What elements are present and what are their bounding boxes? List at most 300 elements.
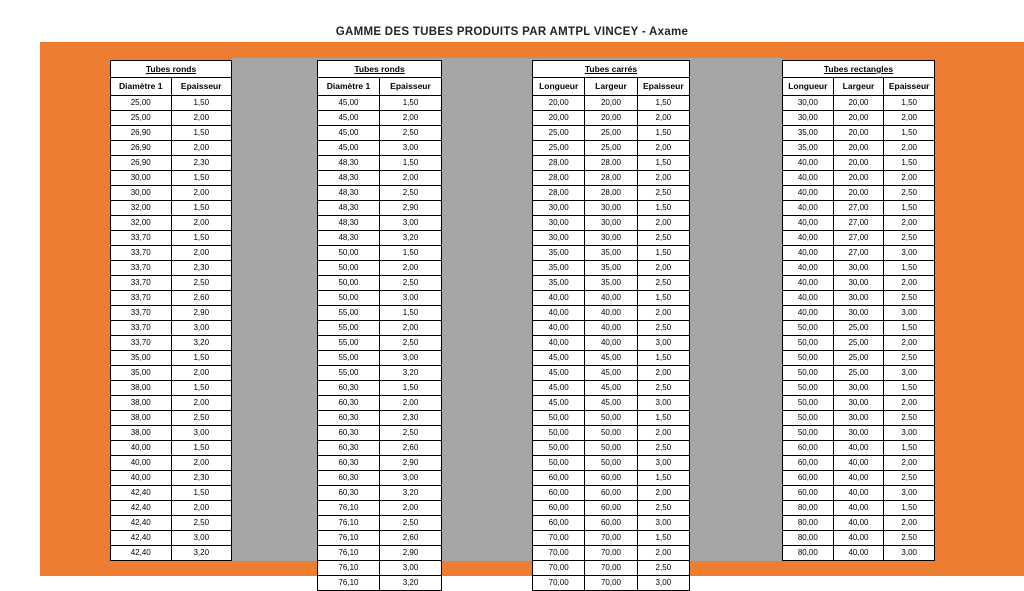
table-cell: 26,90 bbox=[111, 141, 172, 155]
table-cell: 1,50 bbox=[193, 443, 210, 452]
table-row bbox=[783, 381, 934, 396]
table-cell: 2,60 bbox=[402, 533, 419, 542]
table-row bbox=[111, 396, 231, 411]
table-cell: 1,50 bbox=[901, 443, 917, 452]
table-row bbox=[533, 336, 689, 351]
table-row bbox=[783, 186, 934, 201]
table-cell: 2,50 bbox=[901, 188, 917, 197]
table-cell: 40,00 bbox=[783, 291, 834, 305]
page-title: GAMME DES TUBES PRODUITS PAR AMTPL VINCEY - Axame bbox=[335, 26, 689, 38]
table-cell: 60,00 bbox=[533, 486, 585, 500]
table-cell: 3,00 bbox=[901, 308, 917, 317]
table-row bbox=[533, 396, 689, 411]
table-cell: 38,00 bbox=[111, 426, 172, 440]
table-row bbox=[533, 156, 689, 171]
table-header-row bbox=[533, 78, 689, 96]
table-cell: 1,50 bbox=[193, 353, 210, 362]
table-row bbox=[533, 366, 689, 381]
table-cell: 45,00 bbox=[585, 351, 637, 365]
table-cell: 1,50 bbox=[655, 473, 672, 482]
table-row bbox=[318, 351, 441, 366]
table-cell: 42,40 bbox=[111, 546, 172, 560]
table-cell: 38,00 bbox=[111, 396, 172, 410]
table-cell: 45,00 bbox=[318, 141, 380, 155]
table-cell: 60,00 bbox=[533, 471, 585, 485]
table-cell: 50,00 bbox=[318, 291, 380, 305]
table-cell: 2,90 bbox=[402, 458, 419, 467]
table-row bbox=[533, 576, 689, 590]
table-title: Tubes ronds bbox=[111, 61, 231, 78]
table-row bbox=[318, 336, 441, 351]
table-cell: 30,00 bbox=[585, 231, 637, 245]
table-row bbox=[111, 471, 231, 486]
table-cell: 2,50 bbox=[193, 413, 210, 422]
table-cell: 20,00 bbox=[834, 156, 885, 170]
table-cell: 2,50 bbox=[655, 443, 672, 452]
table-cell: 2,30 bbox=[193, 263, 210, 272]
table-cell: 70,00 bbox=[585, 531, 637, 545]
table-cell: 80,00 bbox=[783, 546, 834, 560]
table-cell: 2,00 bbox=[655, 308, 672, 317]
table-cell: 3,00 bbox=[402, 143, 419, 152]
table-cell: 2,50 bbox=[402, 188, 419, 197]
table-cell: 60,30 bbox=[318, 381, 380, 395]
table-cell: 26,90 bbox=[111, 126, 172, 140]
table-row bbox=[783, 441, 934, 456]
table-cell: 2,50 bbox=[402, 338, 419, 347]
table-row bbox=[783, 531, 934, 546]
table-cell: 2,00 bbox=[901, 143, 917, 152]
table-row bbox=[533, 531, 689, 546]
table-cell: 20,00 bbox=[834, 111, 885, 125]
table-cell: 35,00 bbox=[533, 246, 585, 260]
table-cell: 20,00 bbox=[834, 126, 885, 140]
table-cell: 45,00 bbox=[318, 96, 380, 110]
table-cell: 1,50 bbox=[193, 128, 210, 137]
table-cell: 35,00 bbox=[111, 366, 172, 380]
table-row bbox=[318, 216, 441, 231]
table-cell: 55,00 bbox=[318, 321, 380, 335]
table-cell: 42,40 bbox=[111, 531, 172, 545]
table-cell: 26,90 bbox=[111, 156, 172, 170]
table-cell: 2,00 bbox=[901, 338, 917, 347]
table-cell: 28,00 bbox=[585, 171, 637, 185]
table-cell: 45,00 bbox=[318, 111, 380, 125]
table-cell: 40,00 bbox=[783, 156, 834, 170]
table-row bbox=[111, 306, 231, 321]
table-cell: 3,20 bbox=[402, 368, 419, 377]
table-cell: 2,00 bbox=[193, 248, 210, 257]
table-cell: 45,00 bbox=[533, 396, 585, 410]
table-cell: 60,00 bbox=[533, 501, 585, 515]
table-row bbox=[783, 411, 934, 426]
table-cell: 2,90 bbox=[402, 203, 419, 212]
table-row bbox=[533, 486, 689, 501]
table-cell: 40,00 bbox=[834, 516, 885, 530]
table-cell: 50,00 bbox=[585, 411, 637, 425]
table-cell: 40,00 bbox=[834, 546, 885, 560]
table-cell: 2,00 bbox=[655, 113, 672, 122]
table-header-row bbox=[111, 78, 231, 96]
table-row bbox=[111, 291, 231, 306]
table-cell: 50,00 bbox=[585, 441, 637, 455]
table-cell: 3,00 bbox=[655, 578, 672, 587]
table-row bbox=[783, 231, 934, 246]
table-cell: 30,00 bbox=[111, 171, 172, 185]
table-row bbox=[111, 246, 231, 261]
table-cell: 2,50 bbox=[402, 518, 419, 527]
table-cell: 40,00 bbox=[533, 291, 585, 305]
table-cell: 45,00 bbox=[585, 396, 637, 410]
table-row bbox=[318, 111, 441, 126]
table-cell: 3,00 bbox=[655, 338, 672, 347]
table-cell: 1,50 bbox=[655, 248, 672, 257]
table-cell: 2,50 bbox=[901, 233, 917, 242]
table-cell: 3,00 bbox=[402, 563, 419, 572]
table-title: Tubes ronds bbox=[318, 61, 441, 78]
table-row bbox=[111, 456, 231, 471]
table-cell: 2,00 bbox=[193, 143, 210, 152]
table-row bbox=[533, 171, 689, 186]
table-cell: 2,00 bbox=[901, 398, 917, 407]
table-cell: 55,00 bbox=[318, 351, 380, 365]
table-row bbox=[533, 126, 689, 141]
table-cell: 60,00 bbox=[533, 516, 585, 530]
table-cell: 30,00 bbox=[834, 381, 885, 395]
table-cell: 1,50 bbox=[901, 323, 917, 332]
table-cell: 40,00 bbox=[533, 321, 585, 335]
table-cell: 1,50 bbox=[655, 533, 672, 542]
table-cell: 40,00 bbox=[111, 441, 172, 455]
table-cell: 3,00 bbox=[901, 368, 917, 377]
table-cell: 48,30 bbox=[318, 201, 380, 215]
table-row bbox=[111, 126, 231, 141]
table-cell: 1,50 bbox=[193, 203, 210, 212]
table-row bbox=[111, 486, 231, 501]
table-row bbox=[318, 576, 441, 590]
table-cell: 42,40 bbox=[111, 501, 172, 515]
table-cell: 3,00 bbox=[402, 473, 419, 482]
table-cell: 2,00 bbox=[193, 398, 210, 407]
table-cell: 1,50 bbox=[901, 158, 917, 167]
table-cell: 25,00 bbox=[111, 111, 172, 125]
table-row bbox=[111, 141, 231, 156]
table-cell: 40,00 bbox=[834, 486, 885, 500]
table-row bbox=[318, 531, 441, 546]
table-cell: 20,00 bbox=[834, 96, 885, 110]
table-cell: 1,50 bbox=[193, 488, 210, 497]
table-body bbox=[111, 96, 231, 560]
table-cell: 25,00 bbox=[834, 366, 885, 380]
table-cell: 70,00 bbox=[585, 576, 637, 590]
table-cell: 1,50 bbox=[193, 233, 210, 242]
table-cell: 40,00 bbox=[783, 171, 834, 185]
table-cell: 2,50 bbox=[402, 428, 419, 437]
table-cell: 1,50 bbox=[901, 383, 917, 392]
table-cell: 2,30 bbox=[193, 158, 210, 167]
table-cell: 2,30 bbox=[402, 413, 419, 422]
table-cell: 2,50 bbox=[655, 278, 672, 287]
table-row bbox=[783, 96, 934, 111]
table-cell: 25,00 bbox=[533, 141, 585, 155]
table-cell: 3,00 bbox=[193, 323, 210, 332]
table-cell: 2,00 bbox=[193, 188, 210, 197]
table-cell: 45,00 bbox=[533, 381, 585, 395]
table-cell: 2,00 bbox=[901, 458, 917, 467]
table-row bbox=[783, 246, 934, 261]
table-cell: 40,00 bbox=[834, 471, 885, 485]
table-cell: 27,00 bbox=[834, 201, 885, 215]
table-cell: 48,30 bbox=[318, 216, 380, 230]
table-cell: 28,00 bbox=[533, 186, 585, 200]
table-row bbox=[318, 246, 441, 261]
table-cell: 50,00 bbox=[783, 411, 834, 425]
table-row bbox=[533, 516, 689, 531]
table-cell: 2,00 bbox=[193, 503, 210, 512]
table-row bbox=[783, 306, 934, 321]
table-cell: 1,50 bbox=[655, 158, 672, 167]
table-cell: 2,00 bbox=[655, 548, 672, 557]
table-cell: 60,30 bbox=[318, 396, 380, 410]
table-row bbox=[111, 171, 231, 186]
table-cell: 40,00 bbox=[834, 456, 885, 470]
table-cell: 25,00 bbox=[533, 126, 585, 140]
tubes-rectangles-table bbox=[782, 60, 935, 561]
table-cell: 40,00 bbox=[834, 531, 885, 545]
table-cell: 33,70 bbox=[111, 246, 172, 260]
table-cell: 48,30 bbox=[318, 231, 380, 245]
table-cell: 3,20 bbox=[402, 233, 419, 242]
table-row bbox=[783, 261, 934, 276]
tubes-ronds-table-2 bbox=[317, 60, 442, 591]
table-row bbox=[111, 441, 231, 456]
table-cell: 2,00 bbox=[193, 368, 210, 377]
table-row bbox=[533, 276, 689, 291]
table-cell: 70,00 bbox=[533, 561, 585, 575]
table-cell: 28,00 bbox=[533, 156, 585, 170]
table-cell: 30,00 bbox=[783, 96, 834, 110]
table-cell: 30,00 bbox=[783, 111, 834, 125]
table-row bbox=[111, 531, 231, 546]
table-row bbox=[318, 261, 441, 276]
table-cell: 70,00 bbox=[533, 531, 585, 545]
table-cell: 1,50 bbox=[901, 503, 917, 512]
table-cell: 1,50 bbox=[402, 383, 419, 392]
table-row bbox=[533, 201, 689, 216]
table-cell: 70,00 bbox=[533, 576, 585, 590]
table-row bbox=[533, 96, 689, 111]
table-row bbox=[111, 516, 231, 531]
table-cell: 28,00 bbox=[585, 186, 637, 200]
table-row bbox=[783, 396, 934, 411]
table-cell: 45,00 bbox=[585, 381, 637, 395]
table-cell: 76,10 bbox=[318, 546, 380, 560]
table-cell: 20,00 bbox=[533, 96, 585, 110]
table-cell: 2,50 bbox=[901, 533, 917, 542]
table-row bbox=[783, 426, 934, 441]
table-cell: 3,00 bbox=[402, 353, 419, 362]
table-row bbox=[533, 381, 689, 396]
table-cell: 1,50 bbox=[193, 98, 210, 107]
table-cell: 76,10 bbox=[318, 561, 380, 575]
table-cell: 60,00 bbox=[783, 441, 834, 455]
table-cell: 50,00 bbox=[783, 396, 834, 410]
table-cell: 76,10 bbox=[318, 501, 380, 515]
table-cell: 20,00 bbox=[585, 96, 637, 110]
table-cell: 2,00 bbox=[655, 143, 672, 152]
table-cell: 1,50 bbox=[655, 293, 672, 302]
table-cell: 2,00 bbox=[901, 218, 917, 227]
table-row bbox=[533, 231, 689, 246]
table-row bbox=[533, 216, 689, 231]
table-cell: 35,00 bbox=[783, 126, 834, 140]
table-row bbox=[783, 276, 934, 291]
table-cell: 60,30 bbox=[318, 441, 380, 455]
table-row bbox=[318, 366, 441, 381]
table-row bbox=[318, 171, 441, 186]
table-cell: 80,00 bbox=[783, 501, 834, 515]
table-cell: 1,50 bbox=[901, 263, 917, 272]
table-cell: 20,00 bbox=[834, 141, 885, 155]
table-row bbox=[111, 156, 231, 171]
table-cell: 27,00 bbox=[834, 246, 885, 260]
table-cell: 35,00 bbox=[585, 246, 637, 260]
table-cell: 2,50 bbox=[901, 473, 917, 482]
table-cell: 50,00 bbox=[318, 261, 380, 275]
table-cell: 2,00 bbox=[901, 278, 917, 287]
table-cell: 33,70 bbox=[111, 306, 172, 320]
table-cell: 76,10 bbox=[318, 576, 380, 590]
table-cell: 50,00 bbox=[783, 381, 834, 395]
table-cell: 3,00 bbox=[402, 218, 419, 227]
table-row bbox=[783, 546, 934, 560]
table-cell: 50,00 bbox=[533, 441, 585, 455]
table-cell: 3,00 bbox=[901, 428, 917, 437]
table-cell: 1,50 bbox=[655, 98, 672, 107]
table-cell: 35,00 bbox=[585, 276, 637, 290]
table-cell: 1,50 bbox=[655, 353, 672, 362]
table-cell: 28,00 bbox=[533, 171, 585, 185]
table-row bbox=[318, 426, 441, 441]
table-body bbox=[533, 96, 689, 590]
table-cell: 2,50 bbox=[193, 278, 210, 287]
table-cell: 48,30 bbox=[318, 186, 380, 200]
table-header-row bbox=[783, 78, 934, 96]
table-row bbox=[533, 306, 689, 321]
table-cell: 2,50 bbox=[402, 278, 419, 287]
table-cell: 1,50 bbox=[655, 413, 672, 422]
table-cell: 2,50 bbox=[655, 188, 672, 197]
table-cell: 50,00 bbox=[533, 411, 585, 425]
table-row bbox=[533, 186, 689, 201]
table-row bbox=[318, 516, 441, 531]
table-cell: 2,30 bbox=[193, 473, 210, 482]
table-row bbox=[533, 291, 689, 306]
table-cell: 1,50 bbox=[402, 308, 419, 317]
table-cell: 40,00 bbox=[585, 321, 637, 335]
table-row bbox=[318, 231, 441, 246]
table-cell: 40,00 bbox=[783, 201, 834, 215]
table-cell: 70,00 bbox=[585, 561, 637, 575]
table-cell: 2,00 bbox=[402, 503, 419, 512]
table-cell: 33,70 bbox=[111, 231, 172, 245]
table-row bbox=[318, 486, 441, 501]
table-cell: 60,00 bbox=[783, 471, 834, 485]
table-cell: 1,50 bbox=[655, 128, 672, 137]
table-row bbox=[533, 141, 689, 156]
table-cell: 50,00 bbox=[318, 246, 380, 260]
table-row bbox=[533, 426, 689, 441]
table-row bbox=[111, 546, 231, 560]
table-cell: 20,00 bbox=[533, 111, 585, 125]
table-cell: 76,10 bbox=[318, 516, 380, 530]
table-cell: 50,00 bbox=[783, 366, 834, 380]
table-row bbox=[533, 441, 689, 456]
table-cell: 45,00 bbox=[585, 366, 637, 380]
table-row bbox=[783, 471, 934, 486]
table-cell: 3,00 bbox=[655, 518, 672, 527]
table-cell: 40,00 bbox=[783, 261, 834, 275]
table-cell: 40,00 bbox=[783, 306, 834, 320]
table-cell: 45,00 bbox=[533, 366, 585, 380]
table-row bbox=[533, 261, 689, 276]
table-cell: 1,50 bbox=[402, 248, 419, 257]
table-cell: 33,70 bbox=[111, 261, 172, 275]
table-cell: 2,00 bbox=[193, 218, 210, 227]
table-cell: 45,00 bbox=[318, 126, 380, 140]
table-cell: 60,30 bbox=[318, 471, 380, 485]
table-row bbox=[318, 321, 441, 336]
table-cell: 2,00 bbox=[402, 323, 419, 332]
table-row bbox=[783, 156, 934, 171]
table-cell: 2,00 bbox=[655, 218, 672, 227]
table-row bbox=[783, 366, 934, 381]
table-row bbox=[783, 141, 934, 156]
table-cell: 2,50 bbox=[901, 293, 917, 302]
table-row bbox=[533, 471, 689, 486]
table-cell: 3,20 bbox=[193, 548, 210, 557]
table-cell: 2,50 bbox=[655, 503, 672, 512]
table-cell: 50,00 bbox=[783, 321, 834, 335]
table-cell: 30,00 bbox=[585, 216, 637, 230]
table-cell: 45,00 bbox=[533, 351, 585, 365]
table-cell: 3,20 bbox=[402, 488, 419, 497]
table-row bbox=[533, 456, 689, 471]
table-row bbox=[533, 561, 689, 576]
table-row bbox=[783, 126, 934, 141]
table-cell: 30,00 bbox=[533, 216, 585, 230]
table-cell: 25,00 bbox=[834, 336, 885, 350]
table-row bbox=[533, 111, 689, 126]
table-cell: 35,00 bbox=[111, 351, 172, 365]
table-cell: 40,00 bbox=[585, 291, 637, 305]
table-cell: 2,50 bbox=[193, 518, 210, 527]
table-cell: 2,50 bbox=[901, 413, 917, 422]
table-cell: 30,00 bbox=[111, 186, 172, 200]
table-row bbox=[318, 276, 441, 291]
table-row bbox=[318, 561, 441, 576]
tubes-carres-table bbox=[532, 60, 690, 591]
table-row bbox=[111, 381, 231, 396]
table-cell: 30,00 bbox=[834, 396, 885, 410]
table-row bbox=[783, 111, 934, 126]
table-cell: 60,00 bbox=[783, 456, 834, 470]
table-cell: 76,10 bbox=[318, 531, 380, 545]
column-header: Largeur bbox=[834, 78, 885, 95]
table-row bbox=[111, 96, 231, 111]
table-cell: 2,50 bbox=[655, 383, 672, 392]
table-row bbox=[111, 336, 231, 351]
